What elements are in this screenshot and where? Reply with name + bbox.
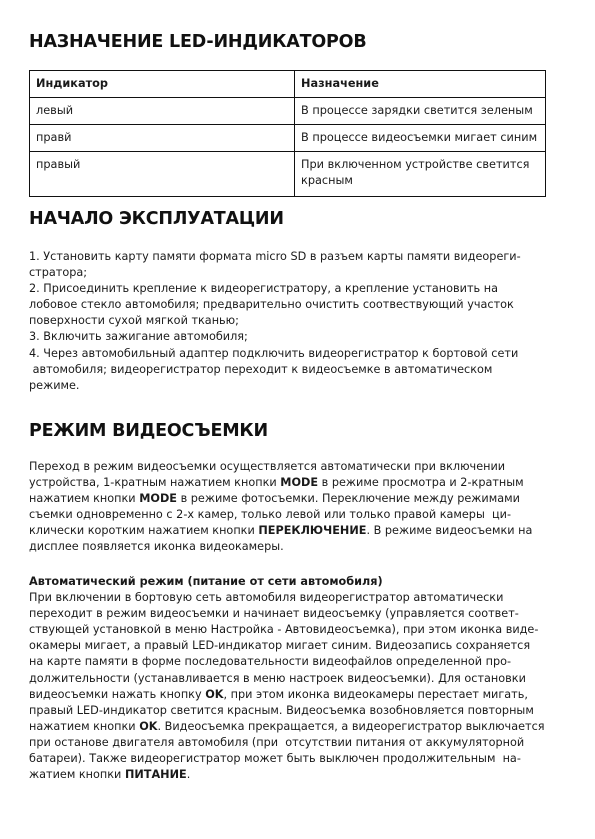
instruction-line: режиме. (29, 378, 80, 392)
paragraph-line (29, 687, 559, 703)
paragraph-line (29, 671, 559, 687)
text-run: на карте памяти в форме последовательности видеофайлов определенной про- (29, 655, 512, 669)
instruction-line: 2. Присоединить крепление к видеорегистратору, а крепление установить на (29, 282, 498, 296)
auto-mode-title: Автоматический режим (питание от сети автомобиля) (29, 575, 383, 588)
text-run: съемки одновременно с 2-х камер, только левой или только правой камеры ци- (29, 508, 512, 522)
auto-mode-section (29, 574, 559, 783)
text-run: . В режиме видеосъемки на (366, 524, 533, 538)
led-indicator-table (29, 70, 546, 197)
paragraph-line (29, 735, 559, 751)
table-header-row (30, 71, 546, 98)
text-run: дисплее появляется иконка видеокамеры. (29, 540, 284, 554)
button-name-ok: OK (139, 719, 158, 733)
text-run: в режиме просмотра и 2-кратным (318, 476, 524, 490)
instruction-line: 4. Через автомобильный адаптер подключить видеорегистратор к бортовой сети (29, 346, 519, 360)
text-run: видеосъемки нажать кнопку (29, 687, 206, 701)
paragraph-line (29, 767, 559, 783)
paragraph-line (29, 703, 559, 719)
text-run: Переход в режим видеосъемки осуществляется автоматически при включении (29, 460, 506, 473)
paragraph-line (29, 459, 559, 475)
instruction-line: автомобиля; видеорегистратор переходит к видеосъемке в автоматическом (29, 362, 493, 376)
text-run: , при этом иконка видеокамеры перестает мигать, (223, 687, 528, 701)
table-cell-purpose (295, 125, 546, 152)
video-section-title: РЕЖИМ ВИДЕОСЪЕМКИ (29, 421, 268, 441)
button-name-mode: MODE (280, 476, 319, 490)
paragraph-line (29, 491, 559, 507)
paragraph-line (29, 523, 559, 539)
table-cell-indicator: левый (30, 98, 295, 125)
instruction-line: поверхности сухой мягкой тканью; (29, 314, 239, 328)
led-section-title: НАЗНАЧЕНИЕ LED-ИНДИКАТОРОВ (29, 32, 367, 52)
text-run: . (186, 768, 191, 782)
paragraph-line (29, 475, 559, 491)
table-cell-indicator: правй (30, 125, 295, 152)
instruction-line: 1. Установить карту памяти формата micro SD в разъем карты памяти видеореги- (29, 250, 521, 263)
table-cell-purpose-line: В процессе видеосъемки мигает синим (301, 131, 538, 144)
video-mode-paragraph (29, 459, 559, 556)
text-run: . Видеосъемка прекращается, а видеорегистратор выключается (157, 719, 545, 733)
text-run: правый LED-индикатор светится красным. Видеосъемка возобновляется повторным (29, 703, 534, 717)
table-cell-purpose (295, 152, 546, 197)
table-cell-purpose-line: При включенном устройстве светится (301, 158, 530, 171)
table-row (30, 152, 546, 197)
start-section-title: НАЧАЛО ЭКСПЛУАТАЦИИ (29, 209, 284, 229)
paragraph-line (29, 507, 559, 523)
text-run: нажатием кнопки (29, 492, 140, 506)
table-header-indicator: Индикатор (30, 71, 295, 98)
text-run: батареи). Также видеорегистратор может быть выключен продолжительным на- (29, 752, 521, 766)
text-run: клически коротким нажатием кнопки (29, 524, 259, 538)
paragraph-line (29, 590, 559, 606)
paragraph-line (29, 539, 559, 555)
paragraph-line (29, 606, 559, 622)
instruction-line: лобовое стекло автомобиля; предварительно очистить соотвествующий участок (29, 298, 514, 312)
text-run: При включении в бортовую сеть автомобиля видеорегистратор автоматически (29, 591, 504, 605)
button-name-power: ПИТАНИЕ (124, 768, 187, 782)
text-run: устройства, 1-кратным нажатием кнопки (29, 476, 281, 490)
start-instructions (29, 249, 559, 394)
button-name-ok: OK (205, 687, 224, 701)
table-row (30, 98, 546, 125)
text-run: ствующей установкой в меню Настройка - Автовидеосъемка), при этом иконка виде- (29, 623, 539, 637)
text-run: в режиме фотосъемки. Переключение между режимами (177, 492, 520, 506)
button-name-switch: ПЕРЕКЛЮЧЕНИЕ (258, 524, 367, 538)
paragraph-line (29, 638, 559, 654)
paragraph-line (29, 719, 559, 735)
paragraph-line (29, 622, 559, 638)
table-header-purpose: Назначение (295, 71, 546, 98)
text-run: жатием кнопки (29, 768, 125, 782)
paragraph-line (29, 751, 559, 767)
text-run: при останове двигателя автомобиля (при отсутствии питания от аккумуляторной (29, 735, 525, 749)
text-run: переходит в режим видеосъемки и начинает видеосъемку (управляется соответ- (29, 607, 519, 621)
table-cell-purpose (295, 98, 546, 125)
table-row (30, 125, 546, 152)
button-name-mode: MODE (139, 492, 177, 506)
table-cell-indicator: правый (30, 152, 295, 197)
text-run: окамеры мигает, а правый LED-индикатор мигает синим. Видеозапись сохраняется (29, 639, 531, 653)
paragraph-line (29, 654, 559, 670)
table-cell-purpose-line: красным (301, 174, 353, 187)
text-run: должительности (устанавливается в меню настроек видеосъемки). Для остановки (29, 671, 526, 685)
text-run: нажатием кнопки (29, 719, 140, 733)
instruction-line: стратора; (29, 266, 88, 280)
table-cell-purpose-line: В процессе зарядки светится зеленым (301, 104, 533, 117)
instruction-line: 3. Включить зажигание автомобиля; (29, 330, 248, 344)
